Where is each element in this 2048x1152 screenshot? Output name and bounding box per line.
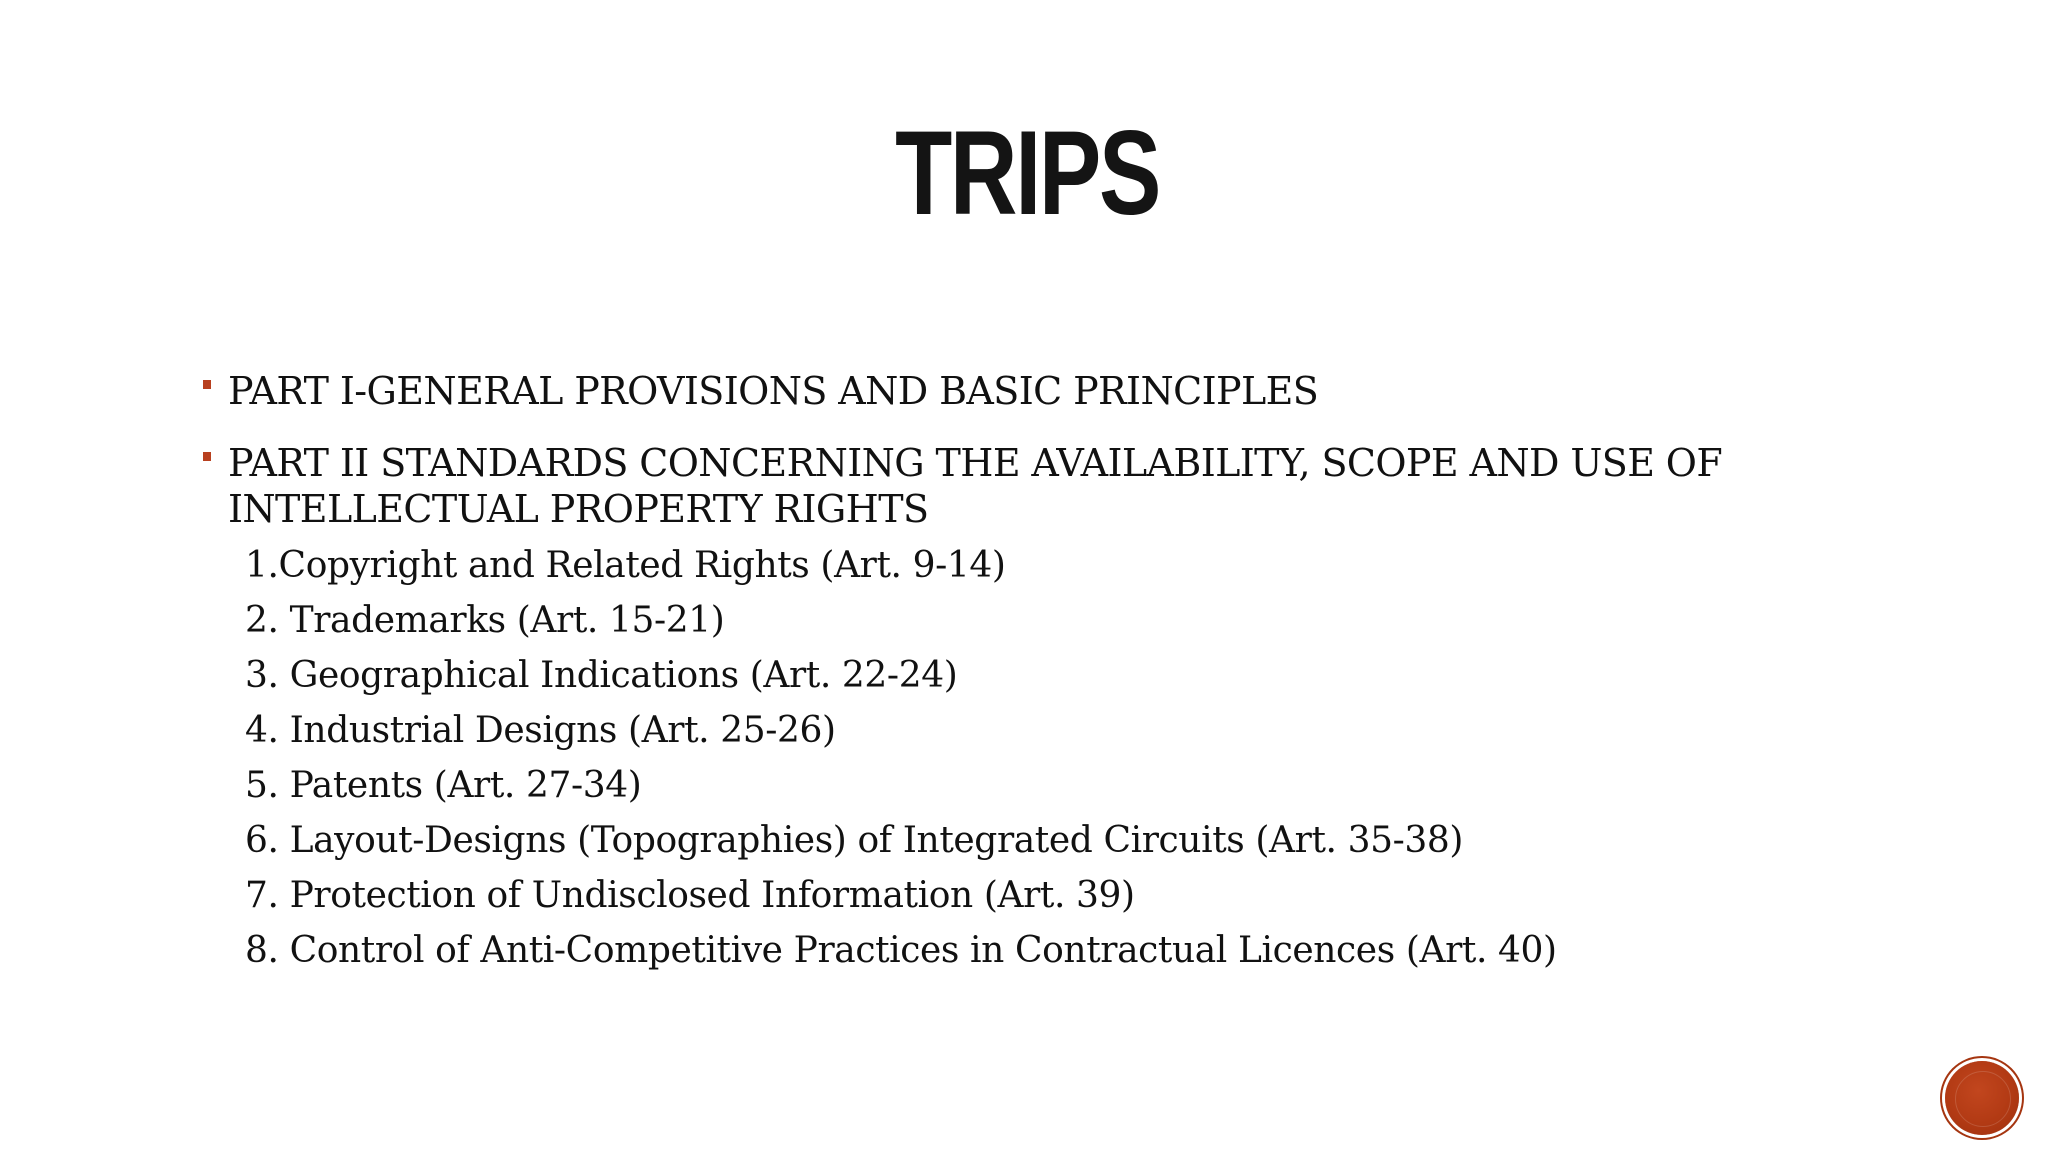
square-bullet-icon	[203, 452, 211, 461]
list-item: 7. Protection of Undisclosed Information (Art. 39)	[245, 875, 1135, 916]
slide-title: TRIPS	[895, 106, 1160, 240]
list-item: 6. Layout-Designs (Topographies) of Integrated Circuits (Art. 35-38)	[245, 820, 1464, 861]
bullet-part-1	[195, 368, 1815, 414]
part-2-sublist	[195, 538, 1815, 978]
badge-inner	[1955, 1071, 2011, 1127]
list-item: 3. Geographical Indications (Art. 22-24)	[245, 655, 958, 696]
list-item: 1.Copyright and Related Rights (Art. 9-14)	[245, 545, 1006, 586]
list-item: 5. Patents (Art. 27-34)	[245, 765, 642, 806]
list-item: 2. Trademarks (Art. 15-21)	[245, 600, 725, 641]
list-item: 4. Industrial Designs (Art. 25-26)	[245, 710, 836, 751]
square-bullet-icon	[203, 380, 211, 389]
list-item: 8. Control of Anti-Competitive Practices in Contractual Licences (Art. 40)	[245, 930, 1557, 971]
slide-content	[195, 368, 1815, 978]
bullet-text: PART II STANDARDS CONCERNING THE AVAILABILITY, SCOPE AND USE OF INTELLECTUAL PROPERTY RIGHTS	[228, 441, 1723, 531]
circle-badge-icon	[1945, 1061, 2019, 1135]
bullet-text: PART I-GENERAL PROVISIONS AND BASIC PRINCIPLES	[228, 369, 1319, 413]
bullet-part-2	[195, 440, 1815, 532]
